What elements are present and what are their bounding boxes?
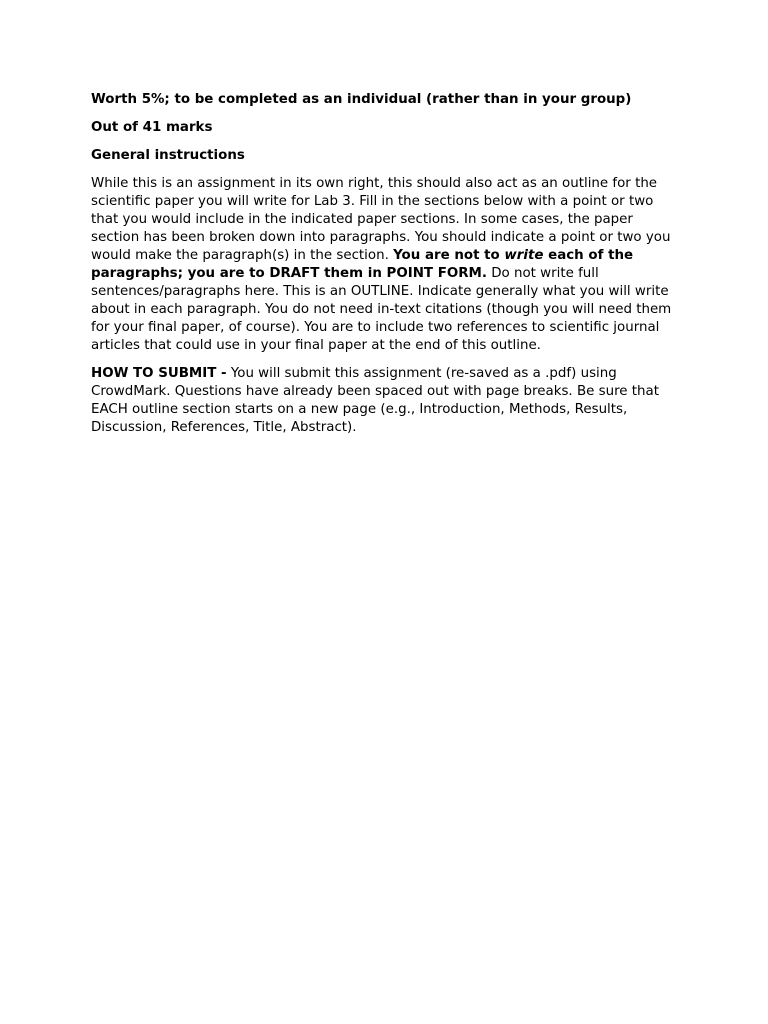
submit-paragraph bbox=[91, 365, 683, 437]
instructions-bold-part1: You are not to bbox=[393, 248, 505, 263]
worth-heading: Worth 5%; to be completed as an individual (rather than in your group) bbox=[91, 92, 632, 107]
marks-heading: Out of 41 marks bbox=[91, 120, 213, 135]
instructions-text-part1: While this is an assignment in its own right, this should also act as an outline for the scientific paper you will write for Lab 3. Fill in the sections below with a point or two that you would include in the indicated paper sections. In some cases, the paper section has been broken down into paragraphs. You should indicate a point or two you would make the paragraph(s) in the section. bbox=[91, 176, 671, 263]
submit-text: You will submit this assignment (re-saved as a .pdf) using CrowdMark. Questions have already been spaced out with page breaks. Be sure that EACH outline section starts on a new page (e.g., Introduction, Methods, Results, Discussion, References, Title, Abstract). bbox=[91, 366, 659, 435]
instructions-text-part2: Do not write full sentences/paragraphs here. This is an OUTLINE. Indicate generally what you will write about in each paragraph. You do not need in-text citations (though you will need them for your final paper, of course). You are to include two references to scientific journal articles that could use in your final paper at the end of this outline. bbox=[91, 266, 672, 353]
instructions-bold-italic-write: write bbox=[504, 248, 544, 263]
submit-label: HOW TO SUBMIT - bbox=[91, 366, 227, 381]
instructions-bold-part2: each of the paragraphs; you are to DRAFT them in POINT FORM. bbox=[91, 248, 634, 281]
document-page bbox=[91, 91, 683, 447]
general-instructions-heading: General instructions bbox=[91, 148, 245, 163]
instructions-paragraph bbox=[91, 175, 683, 355]
